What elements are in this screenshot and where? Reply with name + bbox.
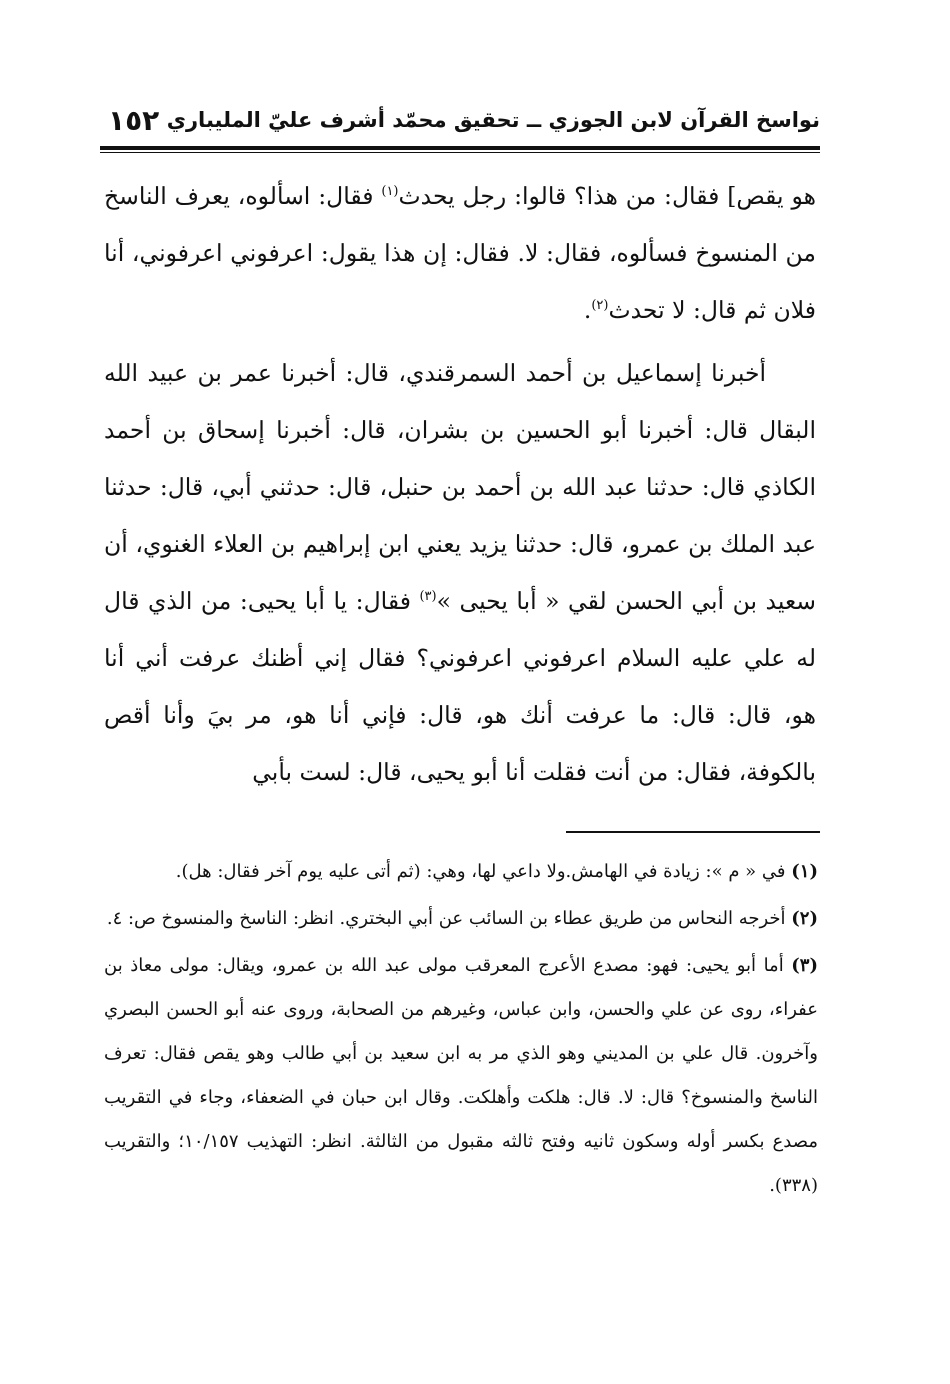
paragraph-1: [104, 168, 816, 339]
header-rule-thin: [100, 152, 820, 153]
page-number: ١٥٢: [108, 104, 160, 137]
footnote-marker-2[interactable]: (٢): [591, 298, 609, 314]
footnote-3: [104, 944, 818, 1208]
main-text: [104, 168, 816, 801]
footnote-number: (٣): [791, 955, 818, 976]
paragraph-1-part-c: .: [583, 296, 592, 324]
paragraph-2: [104, 345, 816, 801]
footnote-2: [104, 897, 818, 941]
paragraph-2-part-a: أخبرنا إسماعيل بن أحمد السمرقندي، قال: أخبرنا عمر بن عبيد الله البقال قال: أخبرنا أبو الحسين بن بشران، قال: أخبرنا إسحاق بن أحمد الكاذي قال: حدثنا عبد الله بن أحمد بن حنبل، قال: حدثني أبي، قال: حدثنا عبد الملك بن عمرو، قال: حدثنا يزيد يعني ابن إبراهيم بن العلاء الغنوي، أن سعيد بن أبي الحسن لقي « أبا يحيى »: [104, 359, 816, 615]
footnote-text: في « م »: زيادة في الهامش.ولا داعي لها، وهي: (ثم أتى عليه يوم آخر فقال: هل).: [175, 861, 786, 882]
paragraph-1-part-a: هو يقص] فقال: من هذا؟ قالوا: رجل يحدث: [398, 182, 816, 210]
running-header: [100, 100, 820, 146]
paragraph-1-part-b: فقال: اسألوه، يعرف الناسخ من المنسوخ فسألوه، فقال: لا. فقال: إن هذا يقول: اعرفوني اعرفوني، أنا فلان ثم قال: لا تحدث: [104, 182, 816, 324]
header-rule-thick: [100, 146, 820, 150]
footnotes: [104, 850, 818, 1211]
footnote-1: [104, 850, 818, 894]
running-title: نواسخ القرآن لابن الجوزي ــ تحقيق محمّد أشرف عليّ المليباري: [166, 108, 820, 132]
paragraph-2-part-b: فقال: يا أبا يحيى: من الذي قال له علي عليه السلام اعرفوني اعرفوني؟ فقال إني أظنك عرفت أني أنا هو، قال: قال: ما عرفت أنك هو، قال: فإني أنا هو، مر بيَ وأنا أقص بالكوفة، فقال: من أنت فقلت أنا أبو يحيى، قال: لست بأبي: [104, 587, 816, 786]
footnote-marker-3[interactable]: (٣): [419, 589, 437, 605]
footnote-marker-1[interactable]: (١): [381, 184, 399, 200]
footnote-separator: [566, 831, 820, 833]
footnote-text: أما أبو يحيى: فهو: مصدع الأعرج المعرقب مولى عبد الله بن عمرو، ويقال: مولى معاذ بن عفراء، روى عن علي والحسن، وابن عباس، وغيرهم من الصحابة، وروى عنه أبو الحسن البصري وآخرون. قال علي بن المديني وهو الذي مر به ابن سعيد بن أبي طالب وهو يقص فقال: تعرف الناسخ والمنسوخ؟ قال: لا. قال: هلكت وأهلكت. وقال ابن حبان في الضعفاء، وجاء في التقريب مصدع بكسر أوله وسكون ثانيه وفتح ثالثه مقبول من الثالثة. انظر: التهذيب ١٠/١٥٧؛ والتقريب (٣٣٨).: [104, 955, 818, 1196]
footnote-number: (١): [791, 861, 818, 882]
footnote-text: أخرجه النحاس من طريق عطاء بن السائب عن أبي البختري. انظر: الناسخ والمنسوخ ص: ٤.: [106, 908, 786, 929]
footnote-number: (٢): [791, 908, 818, 929]
